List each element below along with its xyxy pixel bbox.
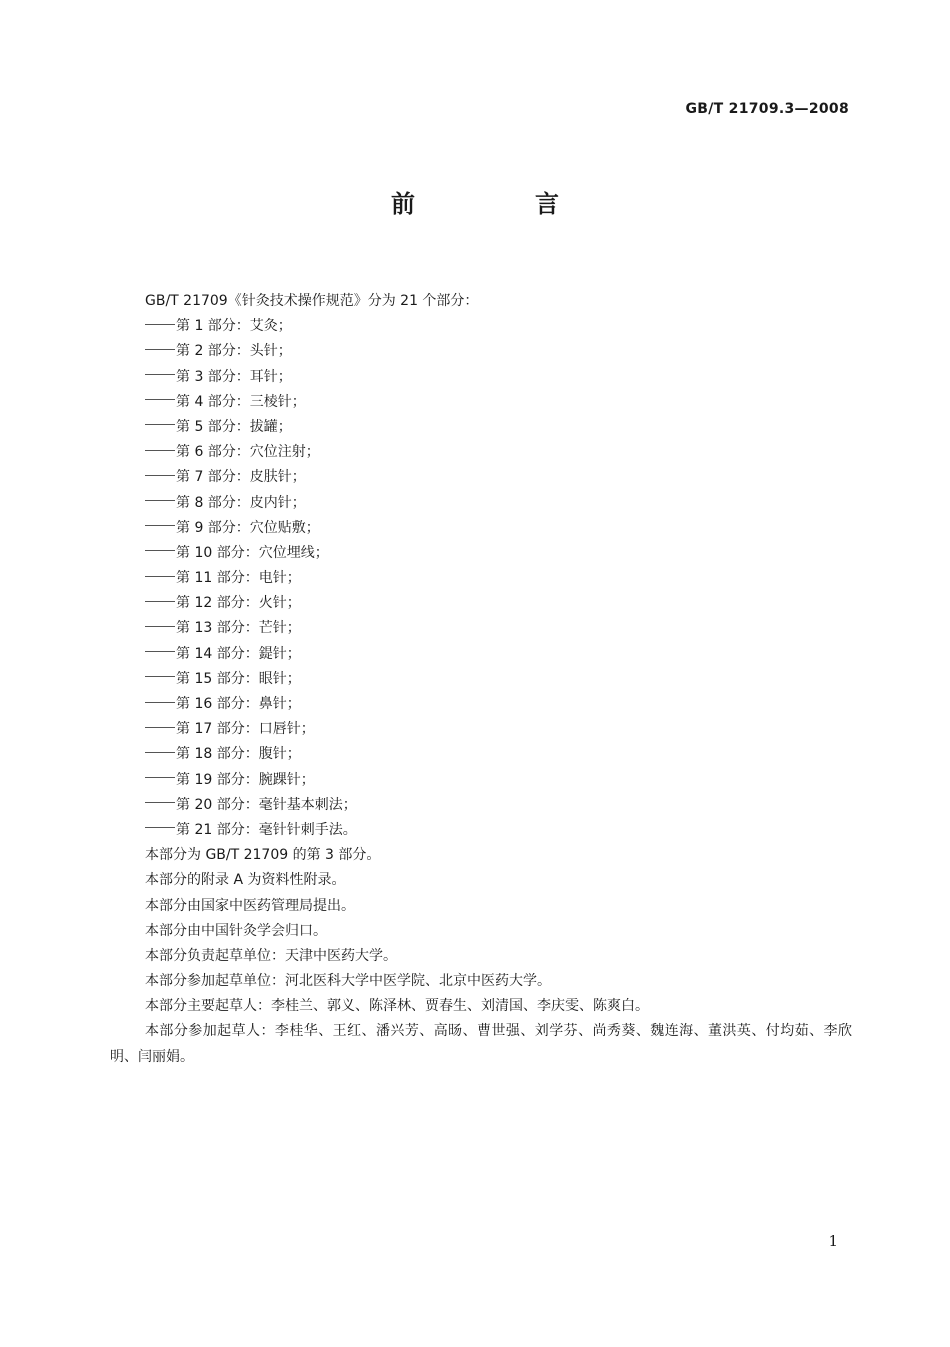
list-item bbox=[110, 390, 852, 415]
dash-mark bbox=[145, 626, 175, 627]
list-item-text: 第 3 部分：耳针； bbox=[176, 368, 292, 385]
page-title: 前 言 bbox=[391, 190, 607, 218]
list-item-text: 第 2 部分：头针； bbox=[176, 343, 292, 360]
list-item-text: 第 21 部分：毫针针刺手法。 bbox=[176, 821, 357, 838]
list-item bbox=[110, 717, 852, 742]
foreword-body bbox=[110, 289, 852, 1070]
statement-line: 本部分为 GB/T 21709 的第 3 部分。 bbox=[145, 847, 381, 864]
dash-mark bbox=[145, 752, 175, 753]
list-item bbox=[110, 365, 852, 390]
document-code-header: GB/T 21709.3—2008 bbox=[685, 101, 849, 117]
list-item-text: 第 12 部分：火针； bbox=[176, 595, 301, 612]
dash-mark bbox=[145, 475, 175, 476]
list-item-text: 第 8 部分：皮内针； bbox=[176, 494, 306, 511]
list-item bbox=[110, 768, 852, 793]
dash-mark bbox=[145, 550, 175, 551]
statement-line: 本部分的附录 A 为资料性附录。 bbox=[145, 872, 346, 889]
page-number: 1 bbox=[828, 1232, 838, 1250]
list-item bbox=[110, 616, 852, 641]
list-item bbox=[110, 667, 852, 692]
list-item-text: 第 6 部分：穴位注射； bbox=[176, 444, 320, 461]
dash-mark bbox=[145, 601, 175, 602]
list-item-text: 第 20 部分：毫针基本刺法； bbox=[176, 796, 357, 813]
dash-mark bbox=[145, 349, 175, 350]
list-item bbox=[110, 642, 852, 667]
list-item bbox=[110, 516, 852, 541]
list-item bbox=[110, 415, 852, 440]
list-item-text: 第 14 部分：鍉针； bbox=[176, 645, 301, 662]
list-item-text: 第 15 部分：眼针； bbox=[176, 670, 301, 687]
statement-line: 本部分由国家中医药管理局提出。 bbox=[145, 897, 355, 914]
list-item-text: 第 7 部分：皮肤针； bbox=[176, 469, 306, 486]
statement-line: 本部分负责起草单位：天津中医药大学。 bbox=[145, 947, 397, 964]
dash-mark bbox=[145, 399, 175, 400]
list-item bbox=[110, 818, 852, 843]
dash-mark bbox=[145, 374, 175, 375]
dash-mark bbox=[145, 727, 175, 728]
statement-line: 本部分由中国针灸学会归口。 bbox=[145, 922, 327, 939]
parts-list bbox=[110, 314, 852, 843]
list-item bbox=[110, 339, 852, 364]
list-item bbox=[110, 742, 852, 767]
list-item-text: 第 10 部分：穴位埋线； bbox=[176, 544, 329, 561]
dash-mark bbox=[145, 827, 175, 828]
list-item bbox=[110, 793, 852, 818]
list-item-text: 第 18 部分：腹针； bbox=[176, 746, 301, 763]
list-item bbox=[110, 440, 852, 465]
dash-mark bbox=[145, 525, 175, 526]
dash-mark bbox=[145, 500, 175, 501]
statement-paragraph: 本部分参加起草人：李桂华、王红、潘兴芳、高旸、曹世强、刘学芬、尚秀葵、魏连海、董洪英、付均茹、李欣明、闫丽娟。 bbox=[110, 1023, 852, 1065]
dash-mark bbox=[145, 676, 175, 677]
list-item bbox=[110, 465, 852, 490]
list-item bbox=[110, 591, 852, 616]
list-item-text: 第 9 部分：穴位贴敷； bbox=[176, 519, 320, 536]
list-item-text: 第 13 部分：芒针； bbox=[176, 620, 301, 637]
intro-line: GB/T 21709《针灸技术操作规范》分为 21 个部分： bbox=[145, 293, 479, 309]
list-item bbox=[110, 692, 852, 717]
dash-mark bbox=[145, 651, 175, 652]
list-item bbox=[110, 491, 852, 516]
dash-mark bbox=[145, 424, 175, 425]
dash-mark bbox=[145, 450, 175, 451]
list-item bbox=[110, 314, 852, 339]
list-item-text: 第 4 部分：三棱针； bbox=[176, 393, 306, 410]
statement-line: 本部分参加起草单位：河北医科大学中医学院、北京中医药大学。 bbox=[145, 973, 551, 990]
list-item-text: 第 5 部分：拔罐； bbox=[176, 418, 292, 435]
list-item bbox=[110, 566, 852, 591]
list-item-text: 第 16 部分：鼻针； bbox=[176, 696, 301, 712]
list-item-text: 第 17 部分：口唇针； bbox=[176, 721, 315, 738]
list-item-text: 第 11 部分：电针； bbox=[176, 570, 301, 587]
statement-line: 本部分主要起草人：李桂兰、郭义、陈泽林、贾春生、刘清国、李庆雯、陈爽白。 bbox=[145, 998, 649, 1015]
dash-mark bbox=[145, 576, 175, 577]
list-item-text: 第 1 部分：艾灸； bbox=[176, 318, 292, 335]
list-item-text: 第 19 部分：腕踝针； bbox=[176, 771, 315, 788]
list-item bbox=[110, 541, 852, 566]
dash-mark bbox=[145, 777, 175, 778]
dash-mark bbox=[145, 702, 175, 703]
dash-mark bbox=[145, 324, 175, 325]
dash-mark bbox=[145, 802, 175, 803]
